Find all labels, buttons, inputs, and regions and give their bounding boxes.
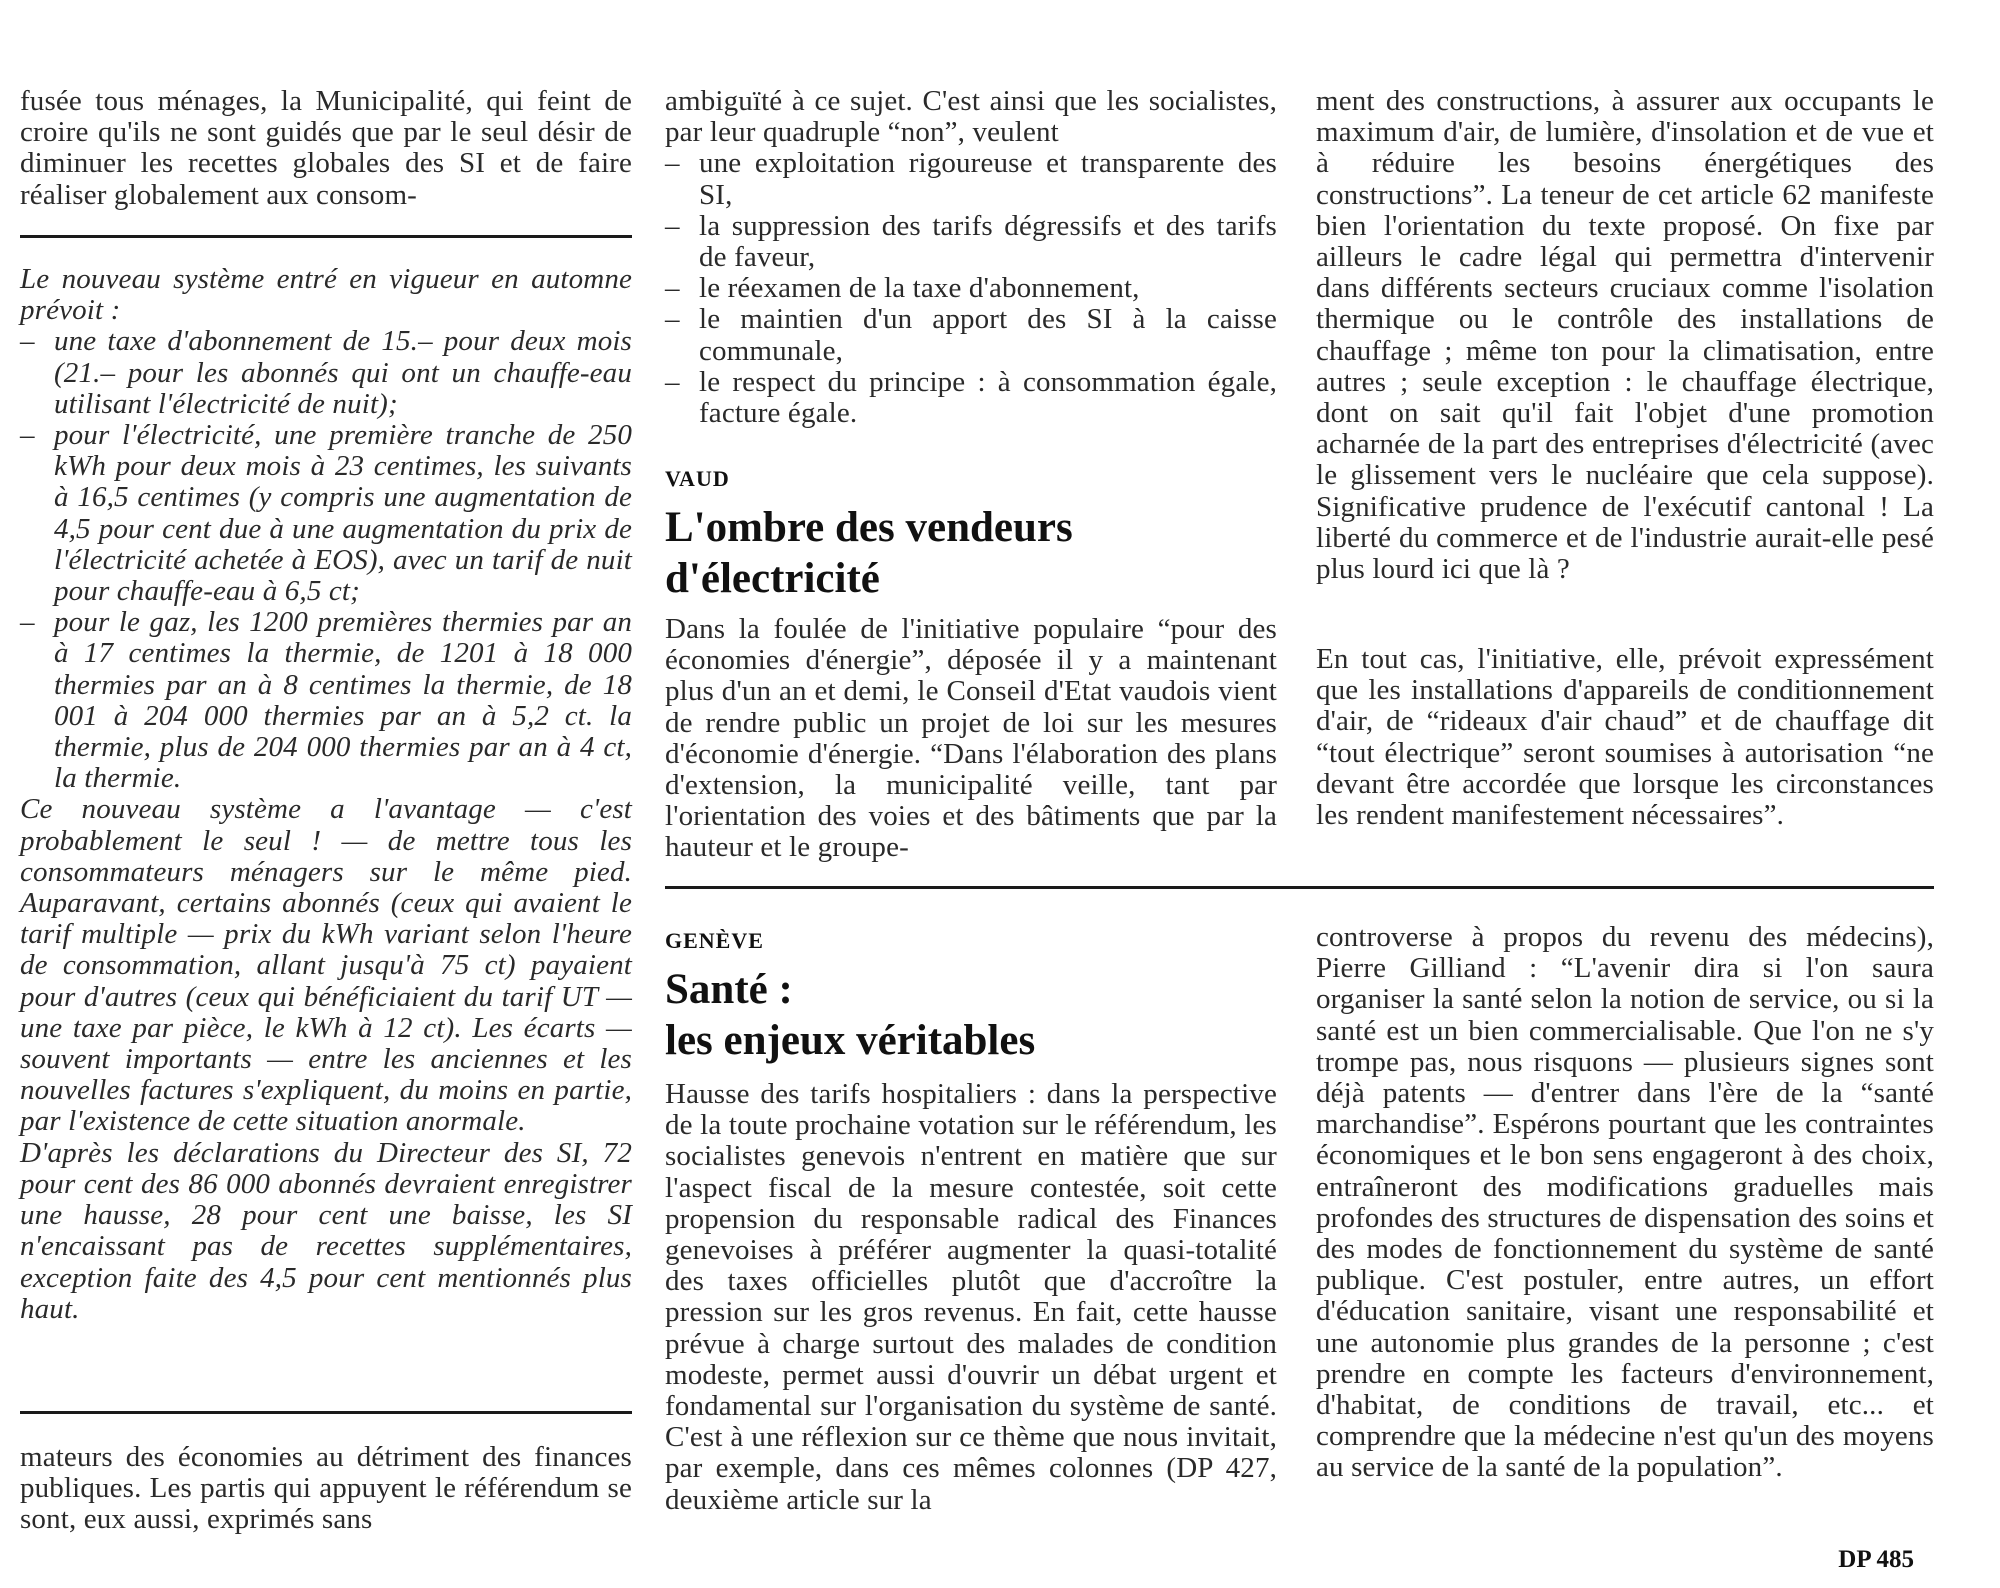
vaud-paragraph-continued: ment des constructions, à assurer aux occupants le maximum d'air, de lumière, d'insolation et de vue et à réduire les besoins énergétiques des constructions”. La teneur de cet article 62 manifeste bien l'orientation du texte proposé. On fixe par ailleurs le cadre légal qui permettra d'intervenir dans différents secteurs cruciaux comme l'isolation thermique ou le contrôle des installations de chauffage ; même ton pour la climatisation, entre autres ; seule exception : le chauffage électrique, dont on sait qu'il fait l'objet d'une promotion acharnée de la part des entreprises d'électricité (avec le glissement vers le nucléaire que cela suppose). Significative prudence de l'exécutif cantonal ! La liberté du commerce et de l'industrie aurait-elle pesé plus lourd ici que là ? xyxy=(1316,85,1934,586)
section-kicker-geneve: GENÈVE xyxy=(665,928,764,953)
article-headline-geneve xyxy=(665,964,1277,1066)
tariff-sidebar xyxy=(20,264,632,1325)
demand-list-item: – le réexamen de la taxe d'abonnement, xyxy=(665,273,1277,304)
sidebar-top-rule xyxy=(20,235,632,238)
demand-list-item: – une exploitation rigoureuse et transparente des SI, xyxy=(665,148,1277,210)
headline-line: d'électricité xyxy=(665,555,880,602)
demands-block xyxy=(665,86,1277,429)
sidebar-list-item: – une taxe d'abonnement de 15.– pour deux mois (21.– pour les abonnés qui ont un chauffe-eau utilisant l'électricité de nuit); xyxy=(20,326,632,420)
page-number: DP 485 xyxy=(1838,1546,1914,1573)
demand-list-item: – le maintien d'un apport des SI à la caisse communale, xyxy=(665,304,1277,366)
geneve-paragraph: Hausse des tarifs hospitaliers : dans la perspective de la toute prochaine votation sur le référendum, les socialistes genevois n'entrent en matière que sur l'aspect fiscal de la mesure contestée, soit cette propension du responsable radical des Finances genevoises à préférer augmenter la quasi-totalité des taxes officielles plutôt que d'accroître la pression sur les gros revenus. En fait, cette hausse prévue à charge surtout des malades de condition modeste, permet aussi d'ouvrir un débat urgent et fondamental sur l'organisation du système de santé. C'est à une réflexion sur ce thème que nous invitait, par exemple, dans ces mêmes colonnes (DP 427, deuxième article sur la xyxy=(665,1078,1277,1516)
demand-list-item: – la suppression des tarifs dégressifs et des tarifs de faveur, xyxy=(665,211,1277,273)
article-continuation-outro: mateurs des économies au détriment des finances publiques. Les partis qui appuyent le référendum se sont, eux aussi, exprimés sans xyxy=(20,1441,632,1536)
section-divider-rule xyxy=(665,886,1934,889)
demand-list-item: – le respect du principe : à consommation égale, facture égale. xyxy=(665,367,1277,429)
vaud-paragraph: Dans la foulée de l'initiative populaire “pour des économies d'énergie”, déposée il y a maintenant plus d'un an et demi, le Conseil d'Etat vaudois vient de rendre public un projet de loi sur les mesures d'économie d'énergie. “Dans l'élaboration des plans d'extension, la municipalité veille, tant par l'orientation des voies et des bâtiments que par la hauteur et le groupe- xyxy=(665,613,1277,864)
sidebar-bottom-rule xyxy=(20,1411,632,1414)
section-kicker-vaud: VAUD xyxy=(665,466,730,491)
sidebar-paragraph: D'après les déclarations du Directeur des SI, 72 pour cent des 86 000 abonnés devraient enregistrer une hausse, 28 pour cent une baisse, les SI n'encaissant pas de recettes supplémentaires, exception faite des 4,5 pour cent mentionnés plus haut. xyxy=(20,1136,632,1325)
vaud-paragraph: En tout cas, l'initiative, elle, prévoit expressément que les installations d'appareils de conditionnement d'air, de “rideaux d'air chaud” et de chauffage dit “tout électrique” seront soumises à autorisation “ne devant être accordée que lorsque les circonstances les rendent manifestement nécessaires”. xyxy=(1316,643,1934,832)
geneve-paragraph-continued: controverse à propos du revenu des médecins), Pierre Gilliand : “L'avenir dira si l'on saura organiser la santé selon la notion de service, ou si la santé est un bien commercialisable. Que l'on ne s'y trompe pas, nous risquons — plusieurs signes sont déjà patents — d'entrer dans l'ère de la “santé marchandise”. Espérons pourtant que les contraintes économiques et le bon sens engageront à des choix, entraîneront des modifications graduelles mais profondes des structures de dispensation des soins et des modes de fonctionnement du système de santé publique. C'est postuler, entre autres, un effort d'éducation sanitaire, visant une responsabilité et une autonomie plus grandes de la personne ; c'est prendre en compte les facteurs d'environnement, d'habitat, de conditions de travail, etc... et comprendre que la médecine n'est qu'un des moyens au service de la santé de la population”. xyxy=(1316,921,1934,1484)
article-continuation: ambiguïté à ce sujet. C'est ainsi que les socialistes, par leur quadruple “non”, veulent xyxy=(665,85,1277,149)
article-headline-vaud xyxy=(665,502,1277,604)
headline-line: les enjeux véritables xyxy=(665,1017,1036,1064)
sidebar-intro: Le nouveau système entré en vigueur en automne prévoit : xyxy=(20,263,632,327)
sidebar-list-item: – pour le gaz, les 1200 premières thermies par an à 17 centimes la thermie, de 1201 à 18 000 thermies par an à 8 centimes la thermie, de 18 001 à 204 000 thermies par an à 5,2 ct. la thermie, plus de 204 000 thermies par an à 4 ct, la thermie. xyxy=(20,607,632,794)
headline-line: L'ombre des vendeurs xyxy=(665,504,1073,551)
sidebar-paragraph: Ce nouveau système a l'avantage — c'est probablement le seul ! — de mettre tous les consommateurs ménagers sur le même pied. Auparavant, certains abonnés (ceux qui avaient le tarif multiple — prix du kWh variant selon l'heure de consommation, allant jusqu'à 75 ct) payaient pour d'autres (ceux qui bénéficiaient du tarif UT — une taxe par pièce, le kWh à 12 ct). Les écarts — souvent importants — entre les anciennes et les nouvelles factures s'expliquent, du moins en partie, par l'existence de cette situation anormale. xyxy=(20,793,632,1138)
article-continuation-intro: fusée tous ménages, la Municipalité, qui feint de croire qu'ils ne sont guidés que par le seul désir de diminuer les recettes globales des SI et de faire réaliser globalement aux consom- xyxy=(20,85,632,211)
headline-line: Santé : xyxy=(665,966,793,1013)
sidebar-list-item: – pour l'électricité, une première tranche de 250 kWh pour deux mois à 23 centimes, les suivants à 16,5 centimes (y compris une augmentation de 4,5 pour cent due à une augmentation du prix de l'électricité achetée à EOS), avec un tarif de nuit pour chauffe-eau à 6,5 ct; xyxy=(20,420,632,607)
